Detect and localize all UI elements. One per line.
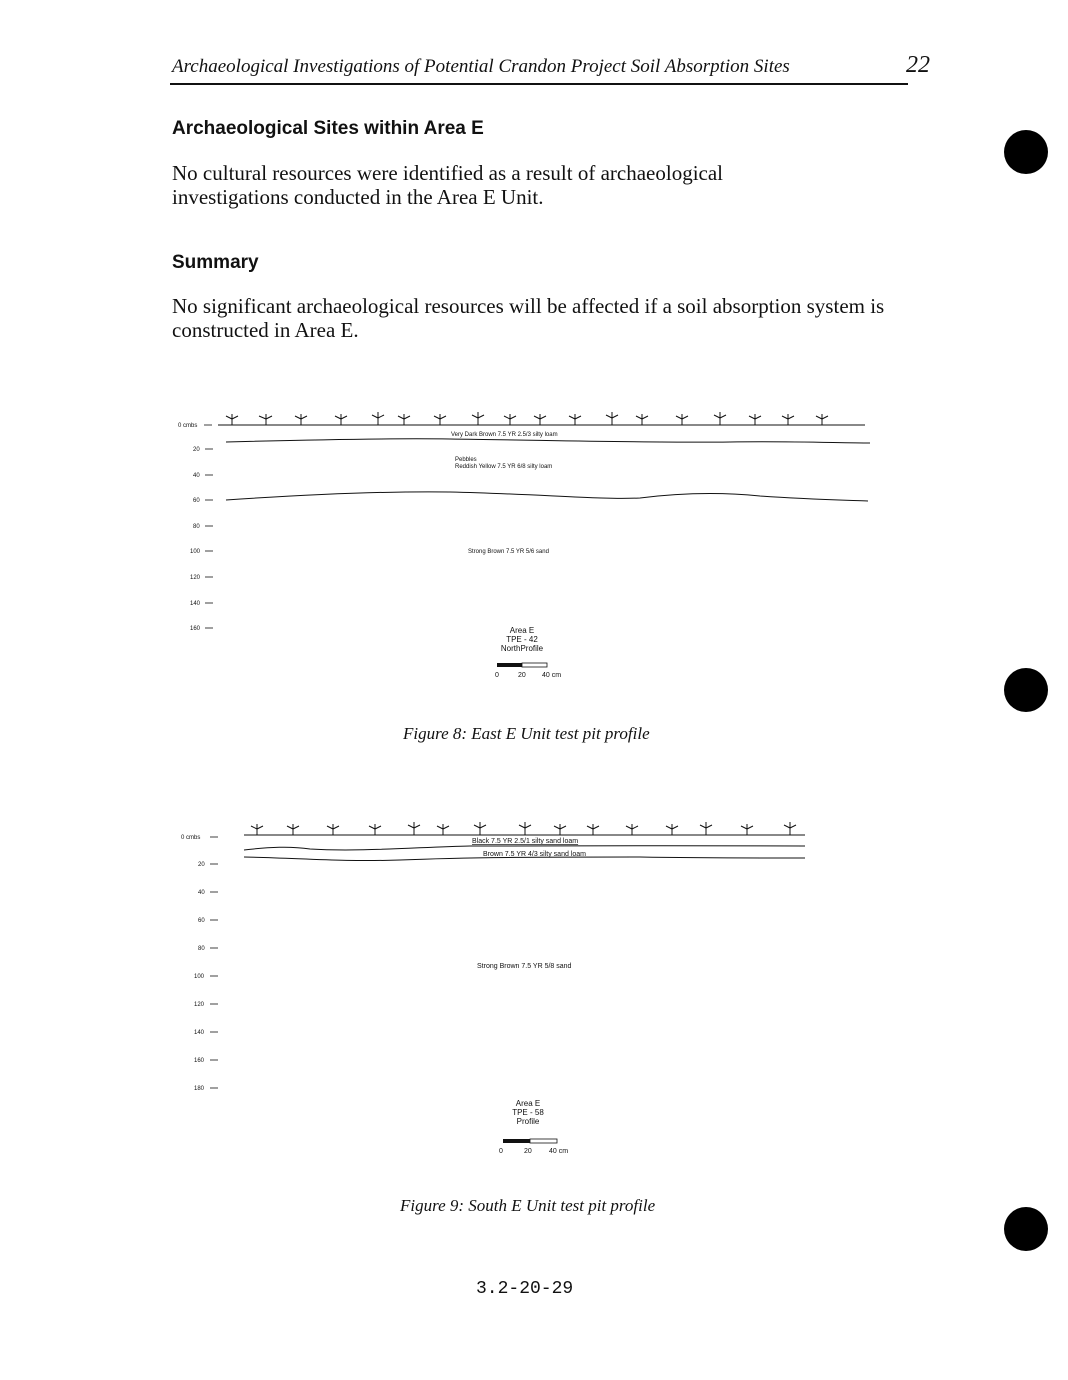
section-body-summary: No significant archaeological resources will be affected if a soil absorption system is constructed in Area E. <box>172 294 885 342</box>
layer-label: Brown 7.5 YR 4/3 silty sand loam <box>483 851 586 858</box>
scale-label: 40 cm <box>542 672 562 679</box>
scale-label: 0 <box>499 1148 503 1155</box>
depth-label: 20 <box>193 447 200 453</box>
figure-9-depth-axis <box>181 835 218 1092</box>
profile-title: TPE - 42 <box>506 635 538 644</box>
depth-label: 120 <box>194 1002 205 1008</box>
depth-label: 40 <box>193 473 200 479</box>
running-header-title: Archaeological Investigations of Potential Crandon Project Soil Absorption Sites <box>172 56 790 77</box>
profile-title: Area E <box>509 626 535 635</box>
scale-bar <box>499 1139 568 1155</box>
depth-label: 100 <box>194 974 205 980</box>
depth-label: 40 <box>198 890 205 896</box>
depth-label: 140 <box>194 1030 205 1036</box>
profile-title: Profile <box>516 1117 540 1126</box>
document-code: 3.2-20-29 <box>476 1279 574 1299</box>
figure-8-caption: Figure 8: East E Unit test pit profile <box>403 724 650 743</box>
horizon-boundary-line <box>244 846 805 850</box>
binder-hole-dot <box>1004 1207 1048 1251</box>
depth-label: 60 <box>198 918 205 924</box>
layer-label: Very Dark Brown 7.5 YR 2.5/3 silty loam <box>451 432 558 438</box>
scale-label: 20 <box>518 672 526 679</box>
depth-label: 20 <box>198 862 205 868</box>
depth-label: 100 <box>190 549 201 555</box>
page-number: 22 <box>906 52 930 78</box>
depth-label: 60 <box>193 498 200 504</box>
layer-label: Strong Brown 7.5 YR 5/8 sand <box>477 963 572 970</box>
figure-9-caption: Figure 9: South E Unit test pit profile <box>400 1196 656 1215</box>
depth-label: 0 cmbs <box>178 423 198 429</box>
depth-label: 80 <box>193 524 200 530</box>
depth-label: 180 <box>194 1086 205 1092</box>
depth-label: 0 cmbs <box>181 835 201 841</box>
section-heading-sites: Archaeological Sites within Area E <box>172 118 484 139</box>
profile-title: Area E <box>515 1099 541 1108</box>
scale-label: 40 cm <box>549 1148 569 1155</box>
layer-label: Strong Brown 7.5 YR 5/6 sand <box>468 549 549 555</box>
layer-label: Pebbles <box>455 457 477 463</box>
layer-label: Black 7.5 YR 2.5/1 silty sand loam <box>472 838 579 845</box>
profile-title: TPE - 58 <box>512 1108 544 1117</box>
scale-label: 20 <box>524 1148 532 1155</box>
profile-title: NorthProfile <box>500 644 544 653</box>
scale-label: 0 <box>495 672 499 679</box>
layer-label: Reddish Yellow 7.5 YR 6/8 silty loam <box>455 464 553 470</box>
section-heading-summary: Summary <box>172 252 259 273</box>
depth-label: 160 <box>194 1058 205 1064</box>
grass-tufts <box>251 822 796 835</box>
depth-label: 80 <box>198 946 205 952</box>
depth-label: 160 <box>190 626 201 632</box>
depth-label: 120 <box>190 575 201 581</box>
section-body-sites: No cultural resources were identified as a result of archaeological investigations conducted in the Area E Unit. <box>172 161 724 209</box>
depth-label: 140 <box>190 601 201 607</box>
